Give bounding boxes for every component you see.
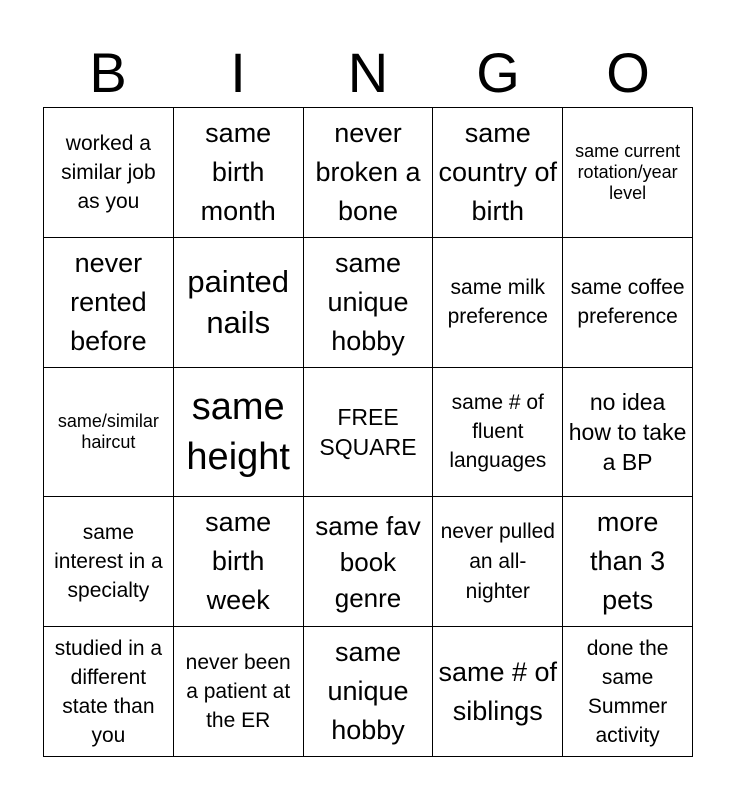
bingo-cell[interactable] [44,108,174,238]
bingo-cell[interactable] [304,108,434,238]
cell-label: same current rotation/year level [575,140,681,203]
bingo-cell[interactable] [174,108,304,238]
cell-label: same country of birth [438,117,558,226]
cell-label: never broken a bone [315,117,421,226]
bingo-board [43,107,693,757]
cell-label: same coffee preference [570,276,685,329]
cell-label: same unique hobby [327,637,409,746]
bingo-cell free-square[interactable] [304,368,434,498]
header-letter-i: I [230,41,246,104]
bingo-cell[interactable] [44,238,174,368]
cell-label: FREE SQUARE [319,403,417,460]
bingo-cell[interactable] [433,368,563,498]
cell-label: more than 3 pets [590,507,666,616]
bingo-cell[interactable] [304,238,434,368]
header-letter-n: N [347,41,389,104]
cell-label: same height [186,385,290,478]
bingo-cell[interactable] [304,497,434,627]
cell-label: never rented before [70,247,147,356]
bingo-cell[interactable] [174,368,304,498]
cell-label: same milk preference [447,276,548,329]
cell-label: same birth week [205,507,272,616]
bingo-cell[interactable] [563,238,693,368]
cell-label: worked a similar job as you [61,131,156,213]
bingo-cell[interactable] [563,108,693,238]
bingo-cell[interactable] [44,368,174,498]
cell-label: same unique hobby [327,247,409,356]
bingo-cell[interactable] [304,627,434,757]
bingo-cell[interactable] [44,627,174,757]
cell-label: never pulled an all-nighter [440,519,555,603]
bingo-cell[interactable] [174,627,304,757]
bingo-cell[interactable] [433,238,563,368]
cell-label: never been a patient at the ER [185,651,291,733]
bingo-cell[interactable] [433,627,563,757]
header-letter-o: O [606,41,650,104]
bingo-cell[interactable] [433,108,563,238]
cell-label: studied in a different state than you [54,636,163,747]
cell-label: same fav book genre [315,510,421,613]
bingo-cell[interactable] [433,497,563,627]
cell-label: same # of fluent languages [449,391,547,473]
cell-label: no idea how to take a BP [568,388,687,475]
bingo-cell[interactable] [174,497,304,627]
cell-label: same birth month [200,117,276,226]
bingo-cell[interactable] [44,497,174,627]
cell-label: done the same Summer activity [586,636,669,747]
cell-label: same/similar haircut [57,410,159,452]
header-letter-b: B [89,41,127,104]
cell-label: same # of siblings [438,656,558,726]
cell-label: same interest in a specialty [54,521,163,603]
bingo-cell[interactable] [563,497,693,627]
header-letter-g: G [476,41,520,104]
bingo-cell[interactable] [563,627,693,757]
bingo-cell[interactable] [174,238,304,368]
bingo-cell[interactable] [563,368,693,498]
bingo-header [43,40,693,106]
cell-label: painted nails [187,264,290,341]
